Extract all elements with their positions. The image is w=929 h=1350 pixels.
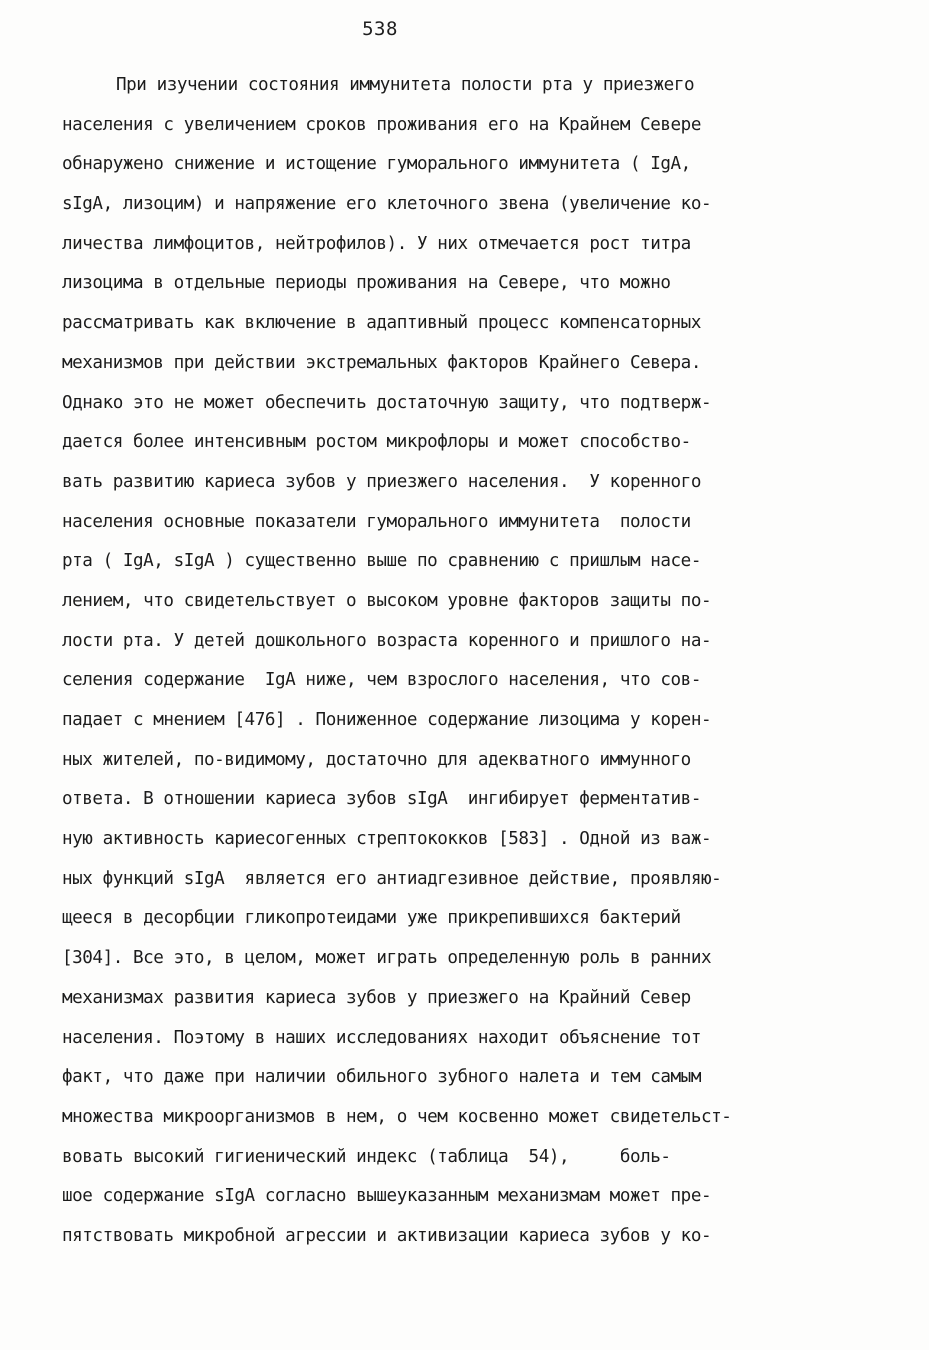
text-line: дается более интенсивным ростом микрофлоры и может способство- <box>62 432 691 453</box>
text-line: лизоцима в отдельные периоды проживания на Севере, что можно <box>62 273 671 294</box>
text-line: При изучении состояния иммунитета полости рта у приезжего <box>116 75 695 95</box>
text-line: рта ( IgA, sIgA ) существенно выше по сравнению с пришлым насе- <box>62 551 701 572</box>
text-line: щееся в десорбции гликопротеидами уже прикрепившихся бактерий <box>62 908 681 929</box>
text-line: шое содержание sIgA согласно вышеуказанным механизмам может пре- <box>62 1186 712 1207</box>
body-text <box>62 72 862 1263</box>
text-line: множества микроорганизмов в нем, о чем косвенно может свидетельст- <box>62 1106 732 1127</box>
text-line: механизмах развития кариеса зубов у приезжего на Крайний Север <box>62 987 691 1008</box>
text-line: Однако это не может обеспечить достаточную защиту, что подтверж- <box>62 392 712 413</box>
text-line: личества лимфоцитов, нейтрофилов). У них отмечается рост титра <box>62 233 691 254</box>
text-line: лости рта. У детей дошкольного возраста коренного и пришлого на- <box>62 630 712 651</box>
text-line: селения содержание IgA ниже, чем взрослого населения, что сов- <box>62 670 701 691</box>
text-line: населения основные показатели гуморального иммунитета полости <box>62 511 691 532</box>
text-line: населения. Поэтому в наших исследованиях находит объяснение тот <box>62 1027 701 1048</box>
text-line: обнаружено снижение и истощение гуморального иммунитета ( IgA, <box>62 154 691 175</box>
text-line: лением, что свидетельствует о высоком уровне факторов защиты по- <box>62 590 712 611</box>
text-line: населения с увеличением сроков проживания его на Крайнем Севере <box>62 114 701 135</box>
text-line: пятствовать микробной агрессии и активизации кариеса зубов у ко- <box>62 1225 712 1246</box>
text-line: механизмов при действии экстремальных факторов Крайнего Севера. <box>62 352 701 373</box>
text-line: ных жителей, по-видимому, достаточно для адекватного иммунного <box>62 749 691 770</box>
text-line: ную активность кариесогенных стрептококков [583] . Одной из важ- <box>62 829 712 850</box>
text-line: рассматривать как включение в адаптивный процесс компенсаторных <box>62 313 701 334</box>
text-line: падает с мнением [476] . Пониженное содержание лизоцима у корен- <box>62 710 712 730</box>
text-line: вать развитию кариеса зубов у приезжего населения. У коренного <box>62 471 701 492</box>
page-number: 538 <box>362 18 398 40</box>
text-line: [304]. Все это, в целом, может играть определенную роль в ранних <box>62 948 712 969</box>
text-line: ответа. В отношении кариеса зубов sIgA ингибирует ферментатив- <box>62 789 701 810</box>
text-line: вовать высокий гигиенический индекс (таблица 54), боль- <box>62 1146 671 1167</box>
text-line: ных функций sIgA является его антиадгезивное действие, проявляю- <box>62 868 722 889</box>
text-line: sIgA, лизоцим) и напряжение его клеточного звена (увеличение ко- <box>62 194 712 215</box>
text-line: факт, что даже при наличии обильного зубного налета и тем самым <box>62 1067 701 1088</box>
